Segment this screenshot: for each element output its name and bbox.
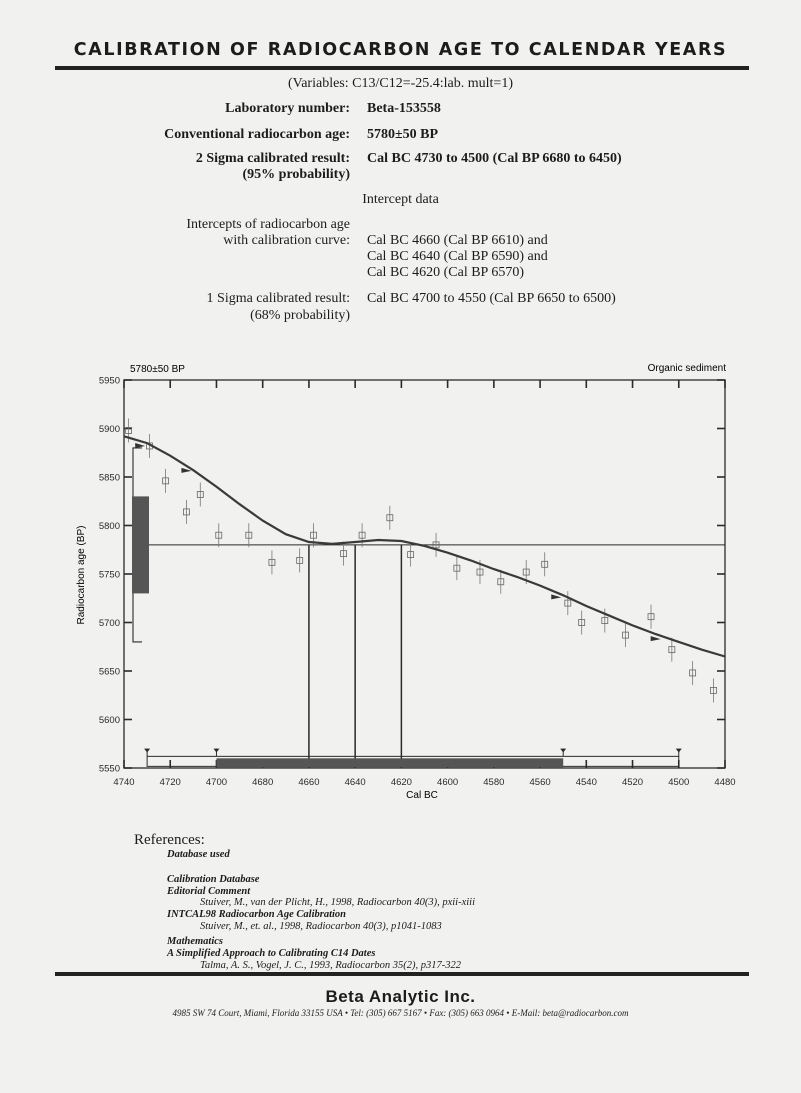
footer-rule (55, 972, 749, 976)
sigma1-prob: (68% probability) (250, 308, 350, 323)
x-tick-label: 4700 (205, 777, 228, 788)
reference-line: Mathematics (167, 936, 224, 947)
reference-line: Stuiver, M., et. al., 1998, Radiocarbon 40(3), p1041-1083 (200, 921, 442, 932)
y-axis-label: Radiocarbon age (BP) (76, 525, 87, 625)
y-tick-label: 5700 (98, 618, 120, 629)
x-tick-label: 4620 (390, 777, 412, 788)
reference-line: Talma, A. S., Vogel, J. C., 1993, Radiocarbon 35(2), p317-322 (200, 960, 462, 971)
calibration-curve (124, 436, 725, 656)
x-tick-label: 4560 (529, 777, 551, 788)
y-tick-label: 5750 (98, 569, 120, 581)
sigma2-value: Cal BC 4730 to 4500 (Cal BP 6680 to 6450) (367, 151, 622, 166)
sigma1-label: 1 Sigma calibrated result: (206, 291, 350, 306)
x-tick-label: 4680 (252, 777, 274, 788)
chart-top-right-label: Organic sediment (647, 363, 726, 374)
y-tick-label: 5650 (98, 666, 120, 678)
sigma2-label: 2 Sigma calibrated result: (195, 151, 350, 166)
sigma2-prob: (95% probability) (242, 167, 350, 182)
company-address: 4985 SW 74 Court, Miami, Florida 33155 USA • Tel: (305) 667 5167 • Fax: (305) 663 0964 • E-Mail: beta@radiocarbon.com (172, 1008, 629, 1018)
y-tick-label: 5800 (98, 521, 120, 532)
intercept-value-3: Cal BC 4620 (Cal BP 6570) (367, 265, 524, 280)
x-tick-label: 4720 (159, 777, 181, 788)
range-marker-arrow (144, 749, 150, 753)
curve-arrow-marker (135, 443, 145, 448)
one-sigma-cal-range-bar (216, 758, 563, 767)
conv-age-value: 5780±50 BP (367, 127, 439, 142)
header-rule (55, 66, 749, 70)
references-title: References: (134, 832, 205, 848)
x-tick-label: 4580 (483, 777, 505, 788)
x-tick-label: 4520 (621, 777, 644, 788)
x-axis-label: Cal BC (406, 790, 438, 801)
lab-number-label: Laboratory number: (225, 101, 350, 116)
x-tick-label: 4740 (113, 777, 135, 788)
reference-line: Editorial Comment (167, 886, 251, 897)
y-tick-label: 5950 (98, 375, 120, 387)
intercept-heading: Intercept data (362, 192, 439, 207)
intercept-value-1: Cal BC 4660 (Cal BP 6610) and (367, 233, 548, 248)
y-tick-label: 5600 (98, 715, 120, 726)
conv-age-label: Conventional radiocarbon age: (164, 127, 350, 142)
chart-top-left-label: 5780±50 BP (130, 364, 185, 375)
page-title: CALIBRATION OF RADIOCARBON AGE TO CALENDAR YEARS (73, 40, 728, 60)
curve-arrow-marker (551, 594, 561, 599)
lab-number-value: Beta-153558 (367, 101, 441, 116)
y-tick-label: 5550 (98, 763, 120, 775)
y-tick-label: 5900 (98, 424, 120, 435)
reference-line: A Simplified Approach to Calibrating C14 Dates (167, 948, 376, 959)
intercept-value-2: Cal BC 4640 (Cal BP 6590) and (367, 249, 548, 264)
reference-line: Calibration Database (167, 874, 260, 885)
range-marker-arrow (676, 749, 682, 753)
variables-line: (Variables: C13/C12=-25.4:lab. mult=1) (288, 76, 513, 91)
range-marker-arrow (560, 749, 566, 753)
x-tick-label: 4660 (298, 777, 320, 788)
calibration-chart (0, 350, 801, 810)
x-tick-label: 4480 (714, 777, 736, 788)
x-tick-label: 4640 (344, 777, 366, 788)
sigma1-value: Cal BC 4700 to 4550 (Cal BP 6650 to 6500) (367, 291, 616, 306)
reference-line: INTCAL98 Radiocarbon Age Calibration (167, 909, 347, 920)
intercepts-label-2: with calibration curve: (223, 233, 350, 248)
company-name: Beta Analytic Inc. (325, 987, 476, 1006)
range-marker-arrow (213, 749, 219, 753)
reference-line: Stuiver, M., van der Plicht, H., 1998, Radiocarbon 40(3), pxii-xiii (200, 897, 475, 908)
y-tick-label: 5850 (98, 472, 120, 484)
intercepts-label-1: Intercepts of radiocarbon age (186, 217, 350, 232)
x-tick-label: 4500 (668, 777, 690, 788)
x-tick-label: 4540 (575, 777, 597, 788)
curve-arrow-marker (651, 636, 661, 641)
x-tick-label: 4600 (437, 777, 459, 788)
one-sigma-age-bar (132, 496, 149, 593)
reference-line: Database used (167, 849, 230, 860)
plot-frame (124, 380, 725, 768)
